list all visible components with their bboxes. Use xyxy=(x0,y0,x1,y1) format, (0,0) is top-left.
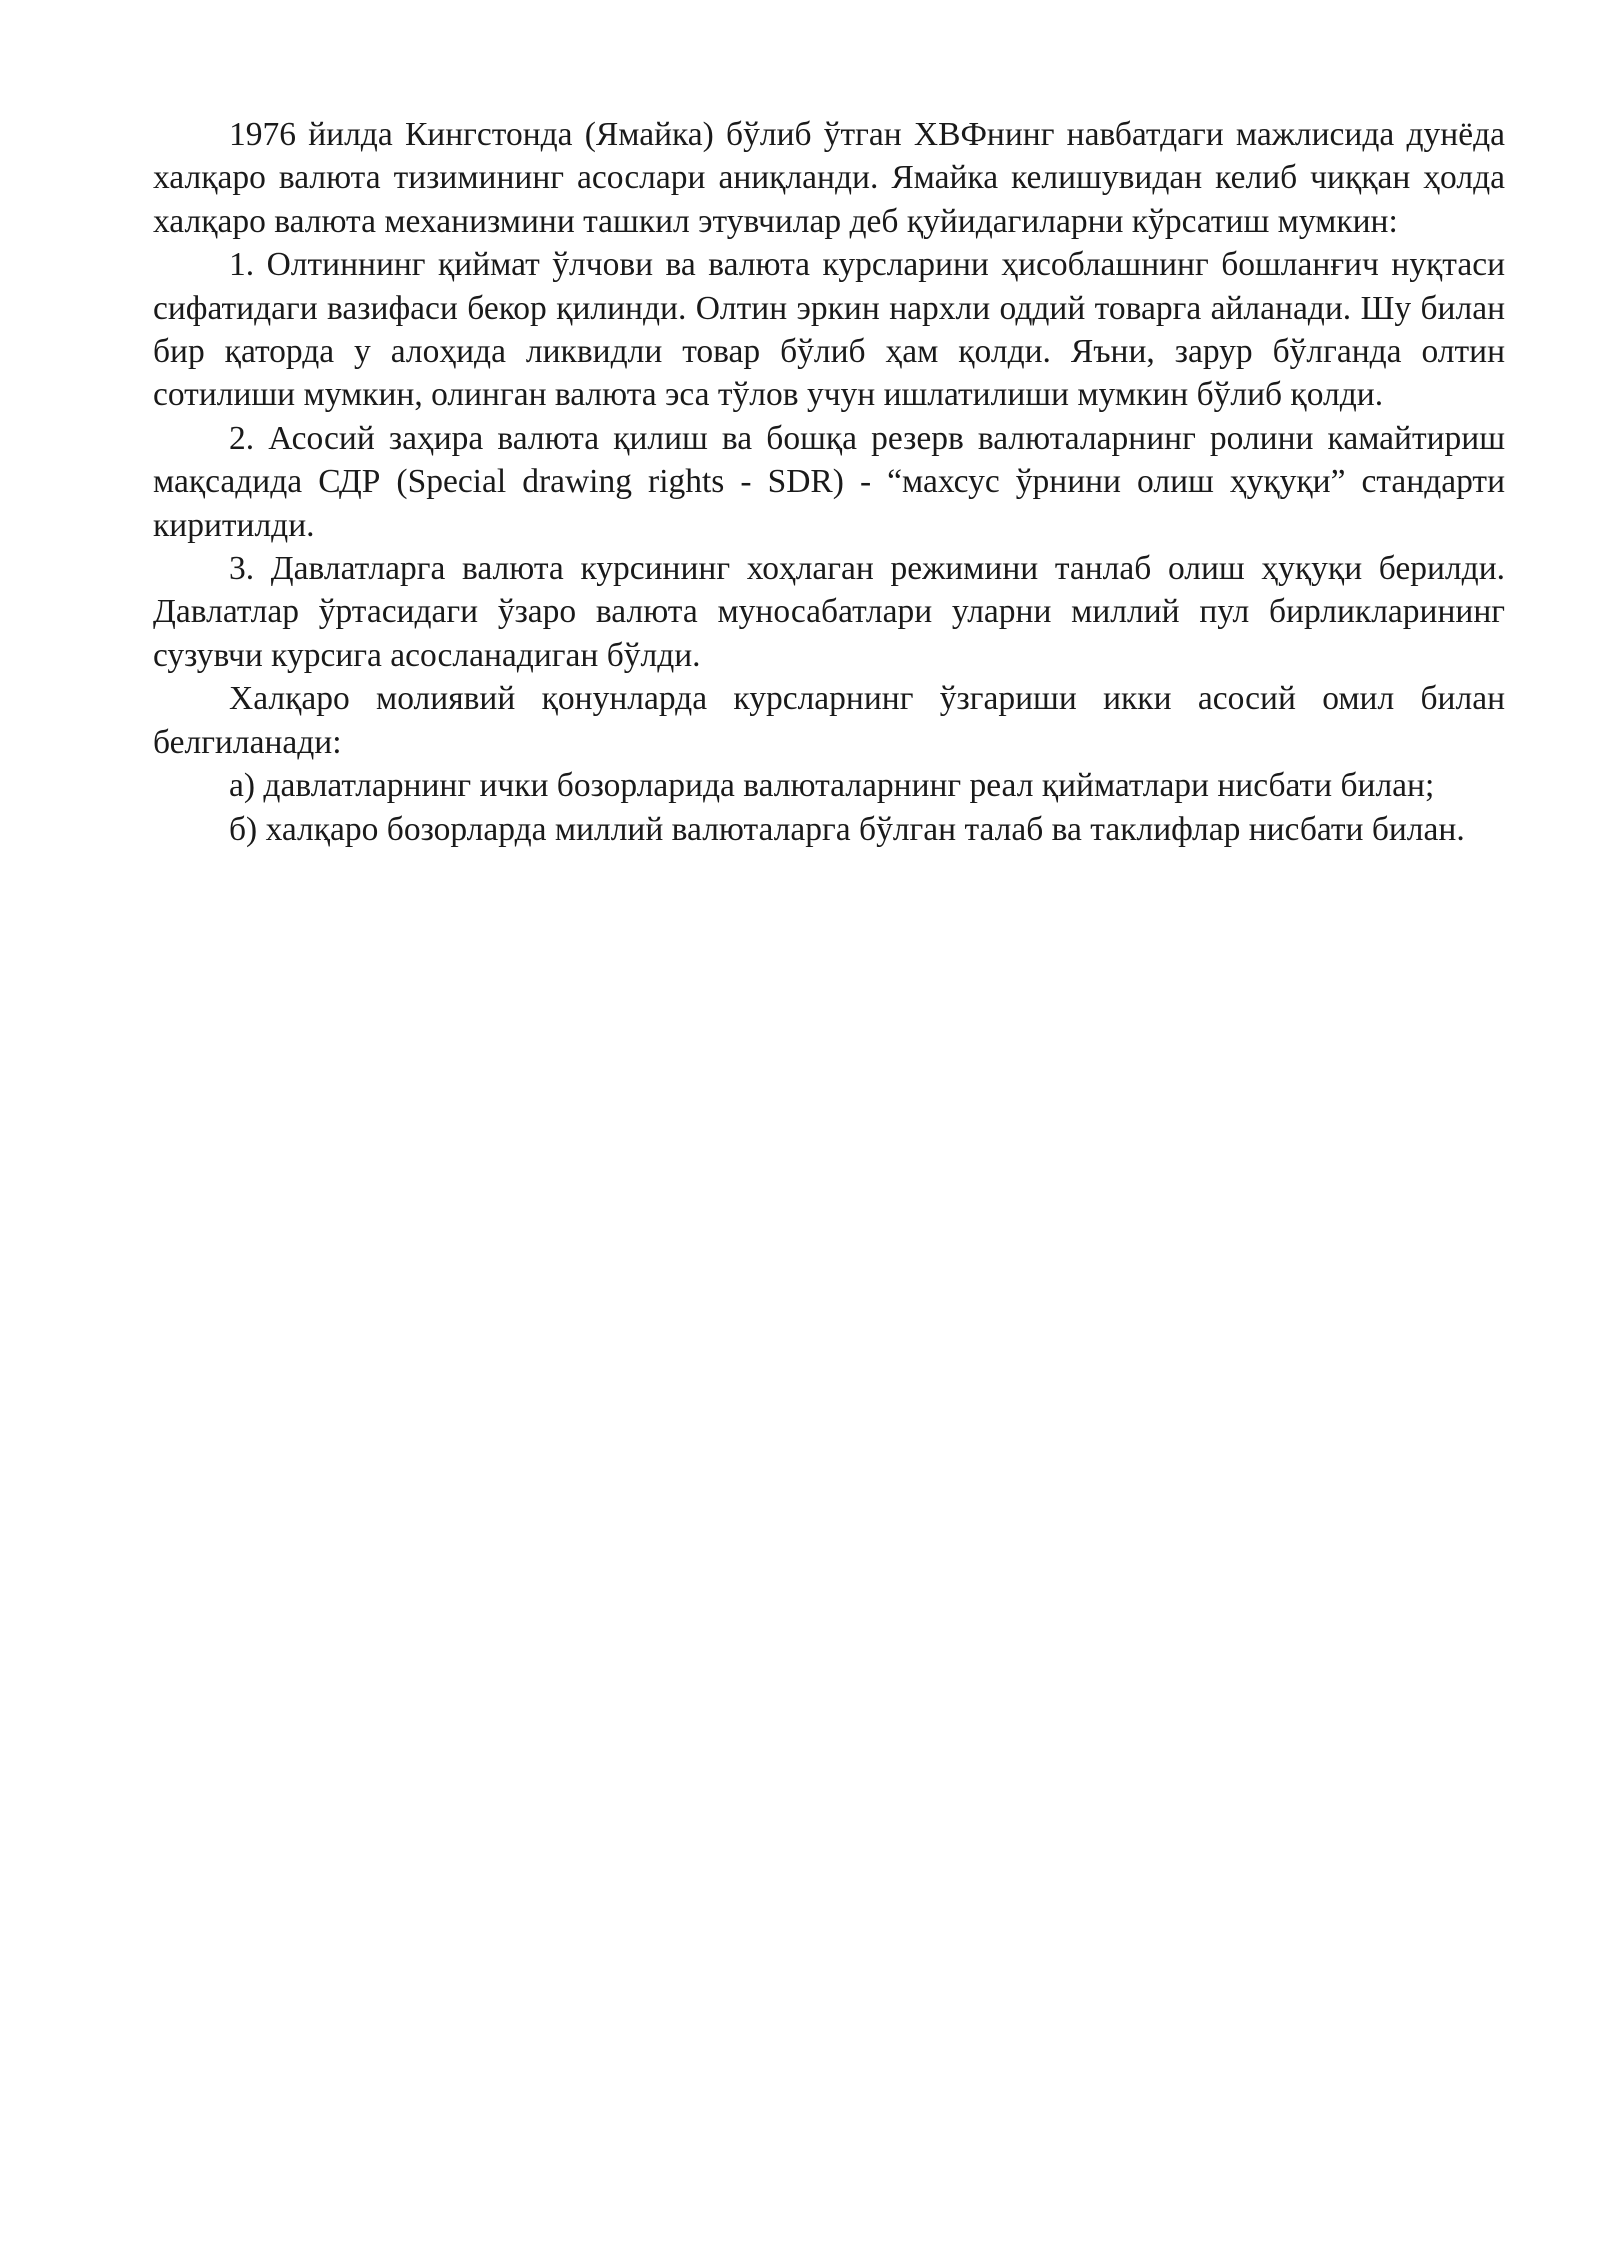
intro-paragraph: 1976 йилда Кингстонда (Ямайка) бўлиб ўтган ХВФнинг навбатдаги мажлисида дунёда халқаро валюта тизимининг асослари аниқланди. Ямайка келишувидан келиб чиққан ҳолда халқаро валюта механизмини ташкил этувчилар деб қуйидагиларни кўрсатиш мумкин: xyxy=(153,116,1505,240)
point-3-paragraph: 3. Давлатларга валюта курсининг хоҳлаган режимини танлаб олиш ҳуқуқи берилди. Давлатлар ўртасидаги ўзаро валюта муносабатлари уларни миллий пул бирликларининг сузувчи курсига асосланадиган бўлди. xyxy=(153,550,1505,674)
document-body xyxy=(153,113,1505,851)
factor-a-paragraph: а) давлатларнинг ички бозорларида валюталарнинг реал қийматлари нисбати билан; xyxy=(229,767,1435,805)
point-1-paragraph: 1. Олтиннинг қиймат ўлчови ва валюта курсларини ҳисоблашнинг бошланғич нуқтаси сифатидаги вазифаси бекор қилинди. Олтин эркин нархли оддий товарга айланади. Шу билан бир қаторда у алоҳида ликвидли товар бўлиб ҳам қолди. Яъни, зарур бўлганда олтин сотилиши мумкин, олинган валюта эса тўлов учун ишлатилиши мумкин бўлиб қолди. xyxy=(153,246,1505,414)
factor-b-paragraph: б) халқаро бозорларда миллий валюталарга бўлган талаб ва таклифлар нисбати билан. xyxy=(229,810,1465,848)
factors-paragraph: Халқаро молиявий қонунларда курсларнинг ўзгариши икки асосий омил билан белгиланади: xyxy=(153,680,1505,761)
point-2-paragraph: 2. Асосий заҳира валюта қилиш ва бошқа резерв валюталарнинг ролини камайтириш мақсадида СДР (Special drawing rights - SDR) - “махсус ўрнини олиш ҳуқуқи” стандарти киритилди. xyxy=(153,419,1505,544)
